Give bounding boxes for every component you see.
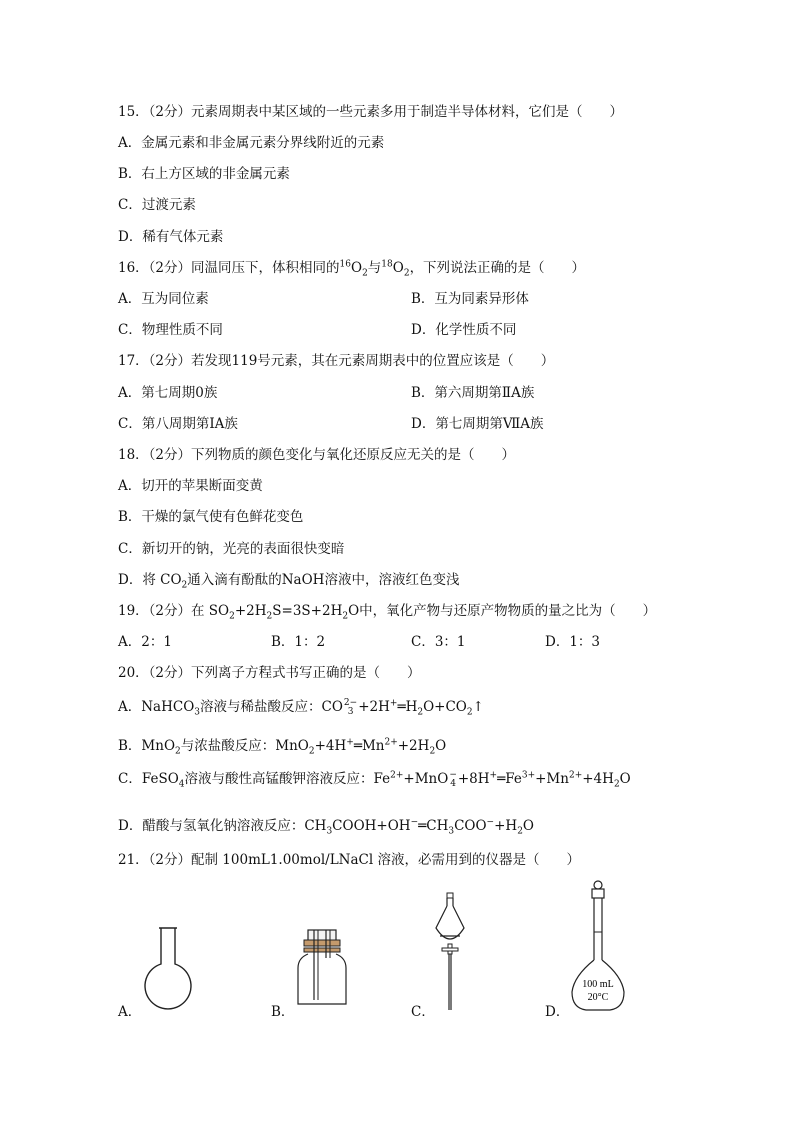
q20-a-p1: +2H bbox=[358, 699, 390, 715]
q20-c-ion-sub: 4 bbox=[450, 778, 456, 789]
q20-c-p5: +4H bbox=[582, 771, 614, 787]
q20-c-sup3: 3+ bbox=[521, 770, 536, 781]
q16-option-d[interactable]: D．化学性质不同 bbox=[411, 322, 517, 338]
volumetric-flask-image bbox=[566, 880, 630, 1016]
q19-option-c[interactable]: C．3：1 bbox=[411, 634, 466, 650]
q19-s3: 2 bbox=[342, 611, 349, 622]
q20-b-sup2: 2+ bbox=[384, 737, 398, 748]
q20-d-p4: +H bbox=[494, 818, 518, 834]
q20-a-sup: + bbox=[389, 698, 398, 709]
q20-c-p1: + bbox=[403, 771, 415, 787]
q20-option-c[interactable] bbox=[118, 770, 631, 789]
q20-b-pre: B．MnO bbox=[118, 738, 176, 754]
q20-d-p3: COO bbox=[454, 818, 487, 834]
q21-option-a[interactable]: A． bbox=[118, 1004, 142, 1020]
q19-s1: 2 bbox=[229, 611, 235, 622]
q16-option-a[interactable]: A．互为同位素 bbox=[118, 291, 209, 307]
q20-a-p4: ↑ bbox=[472, 699, 484, 715]
q16-mid: 与 bbox=[367, 260, 382, 276]
q18-option-c[interactable]: C．新切开的钠，光亮的表面很快变暗 bbox=[118, 541, 345, 557]
q17-option-d[interactable]: D．第七周期第ⅦA族 bbox=[411, 416, 544, 432]
q20-b-s1: 2 bbox=[175, 746, 181, 757]
round-bottom-flask-image bbox=[140, 926, 196, 1012]
q20-c-mid: 溶液与酸性高锰酸钾溶液反应：Fe bbox=[184, 771, 391, 787]
q19-pre: 19．（2分）在 SO bbox=[118, 603, 230, 619]
q16-o2: O bbox=[392, 260, 404, 276]
q15-option-d[interactable]: D．稀有气体元素 bbox=[118, 229, 224, 245]
q20-c-sup2: + bbox=[489, 770, 498, 781]
q16-stem-pre: 16．（2分）同温同压下，体积相同的 bbox=[118, 260, 340, 276]
q20-d-p5: O bbox=[522, 818, 534, 834]
q20-c-pre: C．FeSO bbox=[118, 771, 179, 787]
volumetric-flask-temp-text: 20°C bbox=[587, 992, 609, 1003]
q15-stem: 15．（2分）元素周期表中某区域的一些元素多用于制造半导体材料，它们是（ ） bbox=[118, 104, 624, 120]
q20-stem: 20．（2分）下列离子方程式书写正确的是（ ） bbox=[118, 665, 421, 681]
q16-stem bbox=[118, 259, 585, 277]
q20-c-sup1: 2+ bbox=[390, 770, 404, 781]
q19-option-b[interactable]: B．1：2 bbox=[271, 634, 326, 650]
q20-a-mid: 溶液与稀盐酸反应： bbox=[200, 699, 322, 715]
q20-d-sup2: − bbox=[486, 817, 495, 828]
q20-c-ion-charge bbox=[449, 771, 457, 789]
q18-d-pre: D．将 CO bbox=[118, 572, 182, 588]
q19-option-d[interactable]: D．1：3 bbox=[545, 634, 601, 650]
q16-sub: 2 bbox=[362, 268, 368, 279]
q16-option-b[interactable]: B．互为同素异形体 bbox=[411, 291, 529, 307]
q20-b-p3: +2H bbox=[397, 738, 430, 754]
q20-d-sup1: − bbox=[410, 817, 419, 828]
q17-stem: 17．（2分）若发现119号元素，其在元素周期表中的位置应该是（ ） bbox=[118, 353, 555, 369]
q20-b-mid: 与浓盐酸反应：MnO bbox=[180, 738, 309, 754]
q20-a-ion: CO bbox=[321, 699, 343, 715]
q20-c-ion-sup: − bbox=[449, 769, 457, 780]
gas-washing-bottle-image bbox=[294, 928, 350, 1008]
q20-d-p1: COOH+OH bbox=[332, 818, 411, 834]
q16-sub2: 2 bbox=[403, 268, 410, 279]
q15-option-b[interactable]: B．右上方区域的非金属元素 bbox=[118, 166, 290, 182]
q20-b-s2: 2 bbox=[308, 746, 315, 757]
q18-d-sub: 2 bbox=[181, 580, 188, 591]
q20-d-p2: ═CH bbox=[418, 818, 449, 834]
q16-isotope-18: 18 bbox=[381, 259, 393, 270]
q16-o: O bbox=[350, 260, 363, 276]
q16-option-c[interactable]: C．物理性质不同 bbox=[118, 322, 223, 338]
q20-d-s1: 3 bbox=[326, 826, 333, 837]
q20-a-ion-sup: 2− bbox=[343, 697, 358, 708]
q19-option-a[interactable]: A．2：1 bbox=[118, 634, 172, 650]
q21-stem: 21．（2分）配制 100mL1.00mol/LNaCl 溶液，必需用到的仪器是（ ） bbox=[118, 852, 580, 868]
q20-a-s2: 2 bbox=[417, 707, 424, 718]
q17-option-b[interactable]: B．第六周期第ⅡA族 bbox=[411, 385, 535, 401]
q15-option-a[interactable]: A．金属元素和非金属元素分界线附近的元素 bbox=[118, 135, 385, 151]
q20-c-p2: +8H bbox=[457, 771, 490, 787]
q19-p2: +2H bbox=[234, 603, 267, 619]
volumetric-flask-volume-text: 100 mL bbox=[582, 979, 614, 990]
q20-a-s3: 2 bbox=[466, 707, 473, 718]
q20-b-sup1: + bbox=[346, 737, 354, 748]
q20-b-p4: O bbox=[435, 738, 447, 754]
q16-isotope-16: 16 bbox=[339, 259, 351, 270]
q18-option-b[interactable]: B．干燥的氯气使有色鲜花变色 bbox=[118, 509, 304, 525]
q20-a-ion-charge bbox=[344, 699, 357, 717]
separatory-funnel-image bbox=[432, 892, 468, 1014]
q20-c-p6: O bbox=[619, 771, 631, 787]
q20-d-pre: D．醋酸与氢氧化钠溶液反应：CH bbox=[118, 818, 327, 834]
q20-d-s2: 3 bbox=[448, 826, 455, 837]
q18-option-d[interactable] bbox=[118, 571, 459, 589]
q18-option-a[interactable]: A．切开的苹果断面变黄 bbox=[118, 478, 263, 494]
q17-option-a[interactable]: A．第七周期0族 bbox=[118, 385, 218, 401]
q19-stem bbox=[118, 602, 656, 620]
q20-b-p2: ═Mn bbox=[353, 738, 385, 754]
q17-option-c[interactable]: C．第八周期第ⅠA族 bbox=[118, 416, 238, 432]
q19-post: O中，氧化产物与还原产物物质的量之比为（ ） bbox=[348, 603, 657, 619]
q20-option-a[interactable] bbox=[118, 698, 484, 717]
q15-option-c[interactable]: C．过渡元素 bbox=[118, 197, 196, 213]
q19-s2: 2 bbox=[266, 611, 273, 622]
q20-c-ion: MnO bbox=[414, 771, 449, 787]
q16-stem-post: ，下列说法正确的是（ ） bbox=[409, 260, 586, 276]
q20-a-s1: 3 bbox=[194, 707, 201, 718]
q20-c-p3: ═Fe bbox=[497, 771, 522, 787]
q20-option-d[interactable] bbox=[118, 817, 534, 835]
q20-a-p3: O+CO bbox=[423, 699, 467, 715]
q20-a-p2: ═H bbox=[397, 699, 418, 715]
q20-c-s1: 4 bbox=[178, 779, 185, 790]
q20-b-s3: 2 bbox=[429, 746, 436, 757]
q21-option-d[interactable]: D． bbox=[545, 1004, 570, 1020]
q21-option-c[interactable]: C． bbox=[411, 1004, 435, 1020]
q20-b-p1: +4H bbox=[314, 738, 347, 754]
q20-c-p4: +Mn bbox=[535, 771, 569, 787]
q18-d-post: 通入滴有酚酞的NaOH溶液中，溶液红色变浅 bbox=[187, 572, 460, 588]
q18-stem: 18．（2分）下列物质的颜色变化与氧化还原反应无关的是（ ） bbox=[118, 447, 516, 463]
q21-option-b[interactable]: B． bbox=[271, 1004, 295, 1020]
q20-option-b[interactable] bbox=[118, 737, 446, 755]
q20-c-sup4: 2+ bbox=[568, 770, 583, 781]
q20-a-pre: A．NaHCO bbox=[118, 699, 195, 715]
q20-d-s3: 2 bbox=[517, 826, 523, 837]
q20-c-s2: 2 bbox=[613, 779, 620, 790]
q19-p3: S=3S+2H bbox=[272, 603, 343, 619]
q20-a-ion-sub: 3 bbox=[347, 706, 354, 717]
